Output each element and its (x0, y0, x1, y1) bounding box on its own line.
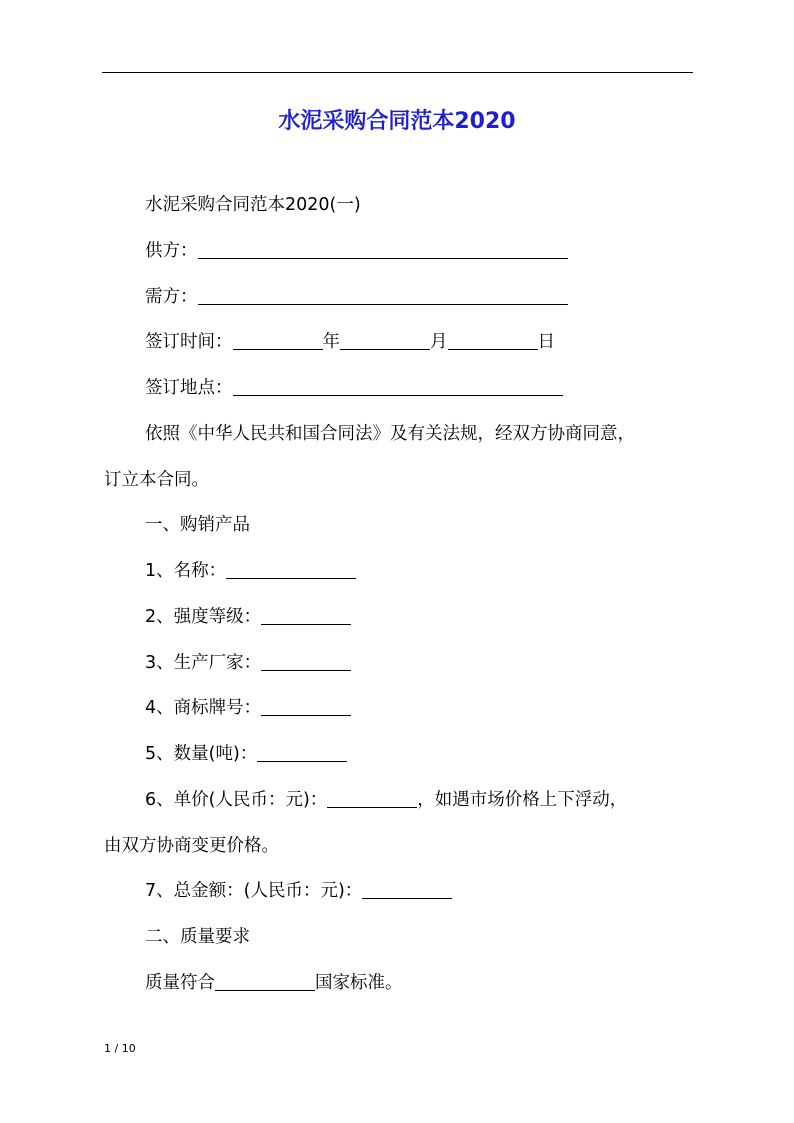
item-1-label: 1、名称： (145, 561, 227, 581)
sign-place-label: 签订地点： (145, 378, 233, 398)
item-6-line (145, 785, 627, 815)
buyer-blank (198, 284, 568, 305)
item-3-label: 3、生产厂家： (145, 653, 262, 673)
buyer-label: 需方： (145, 287, 198, 307)
quality-standard: 国家标准。 (315, 973, 403, 993)
quality-label: 质量符合 (145, 973, 215, 993)
sign-place-blank (233, 375, 563, 396)
quality-blank (215, 970, 315, 991)
intro-line-2: 订立本合同。 (104, 470, 209, 490)
item-2-label: 2、强度等级： (145, 607, 262, 627)
supplier-blank (198, 238, 568, 259)
item-6-line-2: 由双方协商变更价格。 (104, 836, 279, 856)
supplier-label: 供方： (145, 241, 198, 261)
section1-heading: 一、购销产品 (145, 515, 250, 535)
month-label: 月 (430, 332, 448, 352)
item-5-line (145, 739, 347, 769)
item-1-line (145, 556, 356, 586)
day-label: 日 (537, 332, 555, 352)
buyer-line (145, 282, 568, 312)
sign-time-line (145, 327, 555, 357)
item-3-blank (261, 650, 351, 671)
item-7-label: 7、总金额：(人民币：元)： (145, 881, 363, 901)
header-rule (102, 72, 693, 73)
item-6-blank (327, 787, 417, 808)
year-blank (233, 329, 323, 350)
item-6-note: ，如遇市场价格上下浮动， (417, 790, 628, 810)
sign-time-label: 签订时间： (145, 332, 233, 352)
item-4-label: 4、商标牌号： (145, 698, 262, 718)
quality-line (145, 968, 403, 998)
page-number: 1 / 10 (104, 1042, 136, 1055)
section2-heading: 二、质量要求 (145, 927, 250, 947)
item-6-label: 6、单价(人民币：元)： (145, 790, 328, 810)
intro-line-1: 依照《中华人民共和国合同法》及有关法规，经双方协商同意， (145, 424, 635, 444)
sign-place-line (145, 373, 563, 403)
item-2-line (145, 602, 351, 632)
item-5-label: 5、数量(吨)： (145, 744, 258, 764)
item-4-line (145, 693, 351, 723)
item-7-blank (362, 878, 452, 899)
contract-subtitle: 水泥采购合同范本2020(一) (145, 195, 361, 215)
item-3-line (145, 648, 351, 678)
item-2-blank (261, 604, 351, 625)
item-7-line (145, 876, 452, 906)
item-1-blank (226, 558, 356, 579)
supplier-line (145, 236, 568, 266)
day-blank (448, 329, 538, 350)
year-label: 年 (322, 332, 340, 352)
document-title: 水泥采购合同范本2020 (278, 109, 516, 134)
item-5-blank (257, 741, 347, 762)
item-4-blank (261, 695, 351, 716)
month-blank (340, 329, 430, 350)
